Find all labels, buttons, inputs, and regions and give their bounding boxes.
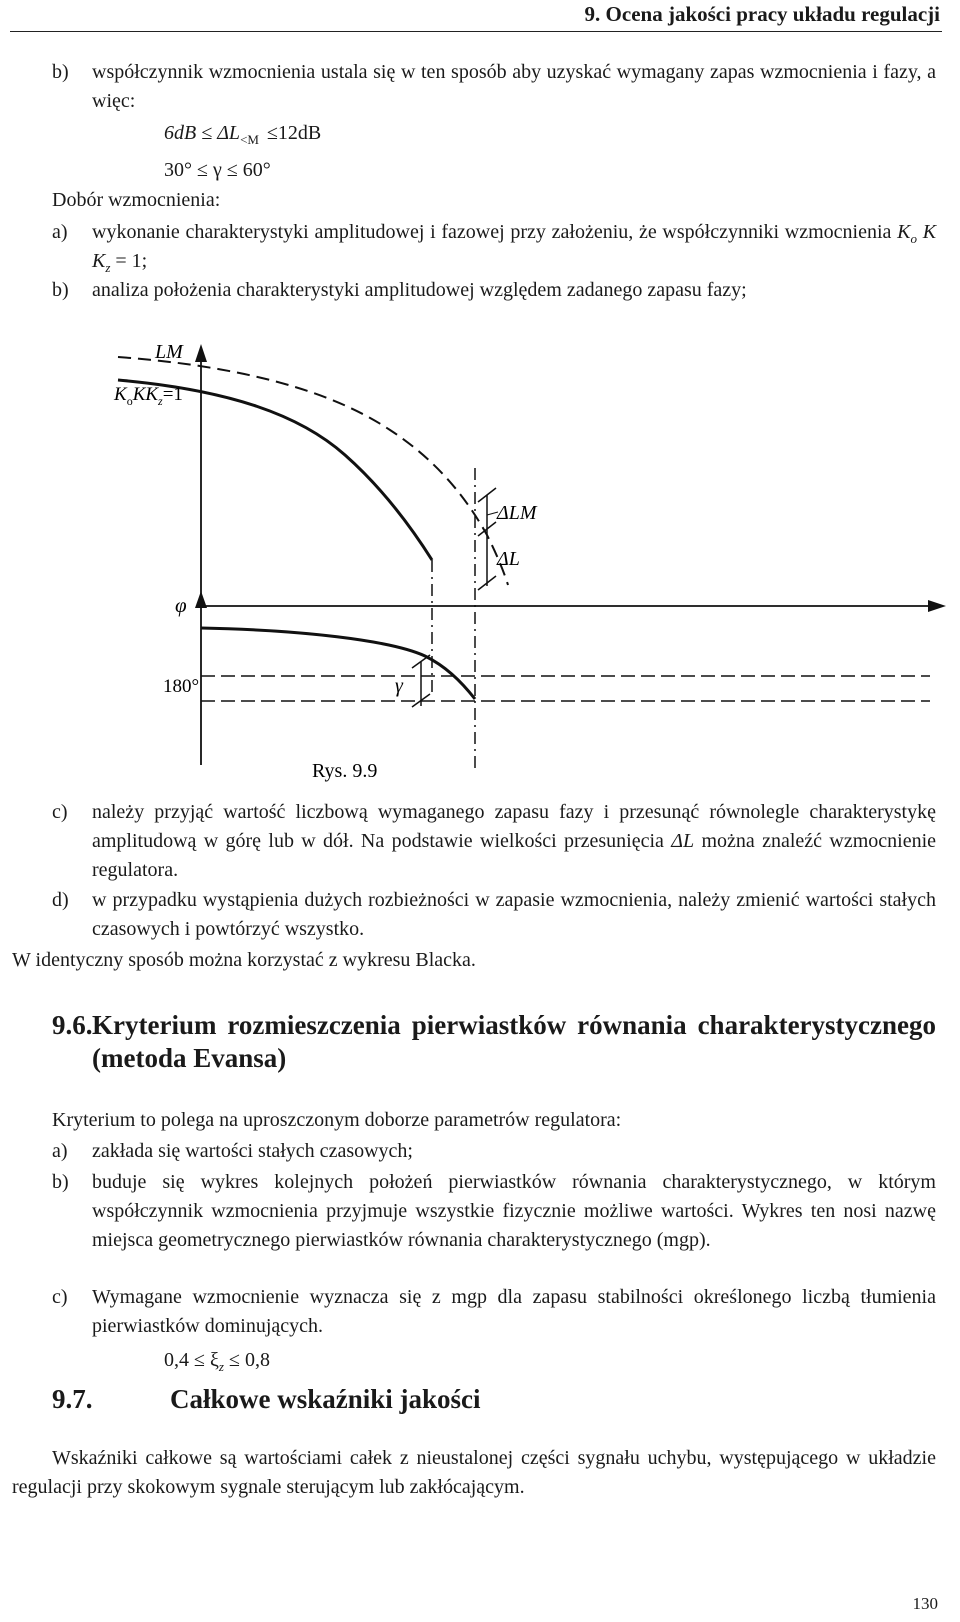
evans-item-b: b) buduje się wykres kolejnych położeń pierwiastków równania charakterystycznego, w którym współczynnik wzmocnienia przyjmuje wszystkie fizycznie możliwe wartości. Wykres ten nosi nazwę miejsca geometrycznego pierwiastków równania charakterystycznego (mgp). [52, 1171, 936, 1251]
delta-lm-label: ΔLM [497, 502, 537, 524]
formula-phase-margin: 30° ≤ γ ≤ 60° [164, 159, 271, 181]
formula-gain-margin: $6dB \le \Delta L_{<M} \le 12dB$ [164, 122, 322, 147]
list-item-b-dobor: b) analiza położenia charakterystyki amplitudowej względem zadanego zapasu fazy; [52, 279, 747, 301]
list-item-d: d) w przypadku wystąpienia dużych rozbieżności w zapasie wzmocnienia, należy zmienić wartości stałych czasowych i powtórzyć wszystko. [52, 889, 936, 940]
phase-curve [201, 628, 475, 699]
list-text: współczynnik wzmocnienia ustala się w ten sposób aby uzyskać wymagany zapas wzmocnienia i fazy, a więc: [92, 61, 936, 112]
section-9-7-heading: 9.7. Całkowe wskaźniki jakości [52, 1384, 481, 1414]
lm-axis-label: LM [155, 341, 183, 363]
section-9-6-heading: 9.6. Kryterium rozmieszczenia pierwiastków równania charakterystycznego (metoda Evansa) [52, 1010, 936, 1073]
delta-l-label: ΔL [497, 548, 520, 570]
evans-item-c: c) Wymagane wzmocnienie wyznacza się z mgp dla zapasu stabilności określonego liczbą tłumienia pierwiastków dominujących. [52, 1286, 936, 1337]
list-label: b) [52, 61, 69, 83]
gain-product-label: $K_oKK_z=1$ [114, 384, 183, 408]
formula-damping: $0,4 \le \xi_z \le 0,8$ [164, 1349, 270, 1374]
gamma-label: γ [395, 675, 403, 697]
phi-axis-arrow [195, 591, 207, 608]
figure-caption: Rys. 9.9 [312, 760, 378, 782]
page-number: 130 [912, 1594, 938, 1613]
section-9-7-text: Wskaźniki całkowe są wartościami całek z nieustalonej części sygnału uchybu, występującego w układzie regulacji przy skokowym sygnale sterującym lub zakłócającym. [12, 1447, 936, 1498]
bode-figure [0, 0, 960, 800]
dobor-title: Dobór wzmocnienia: [52, 189, 221, 211]
list-item-a-dobor: a) wykonanie charakterystyki amplitudowej i fazowej przy założeniu, że współczynniki wzmocnienia $K_o$ K $K_z = 1$; [52, 221, 937, 275]
phi-axis-label: φ [175, 593, 187, 617]
evans-item-a: a) zakłada się wartości stałych czasowych; [52, 1140, 413, 1162]
section-9-6-intro: Kryterium to polega na uproszczonym doborze parametrów regulatora: [52, 1109, 622, 1131]
lm-shifted-curve [118, 380, 432, 560]
running-header: 9. Ocena jakości pracy układu regulacji [584, 2, 940, 26]
phase-180-label: 180° [163, 676, 200, 697]
list-item-c: c) należy przyjąć wartość liczbową wymaganego zapasu fazy i przesunąć równolegle charakterystykę amplitudową w górę lub w dół. Na podstawie wielkości przesunięcia ΔL można znaleźć wzmocnienie regulatora. [52, 801, 937, 881]
lm-axis-arrow [195, 344, 207, 362]
closing-sentence: W identyczny sposób można korzystać z wykresu Blacka. [12, 949, 476, 971]
frequency-axis-upper-arrow [928, 600, 946, 612]
